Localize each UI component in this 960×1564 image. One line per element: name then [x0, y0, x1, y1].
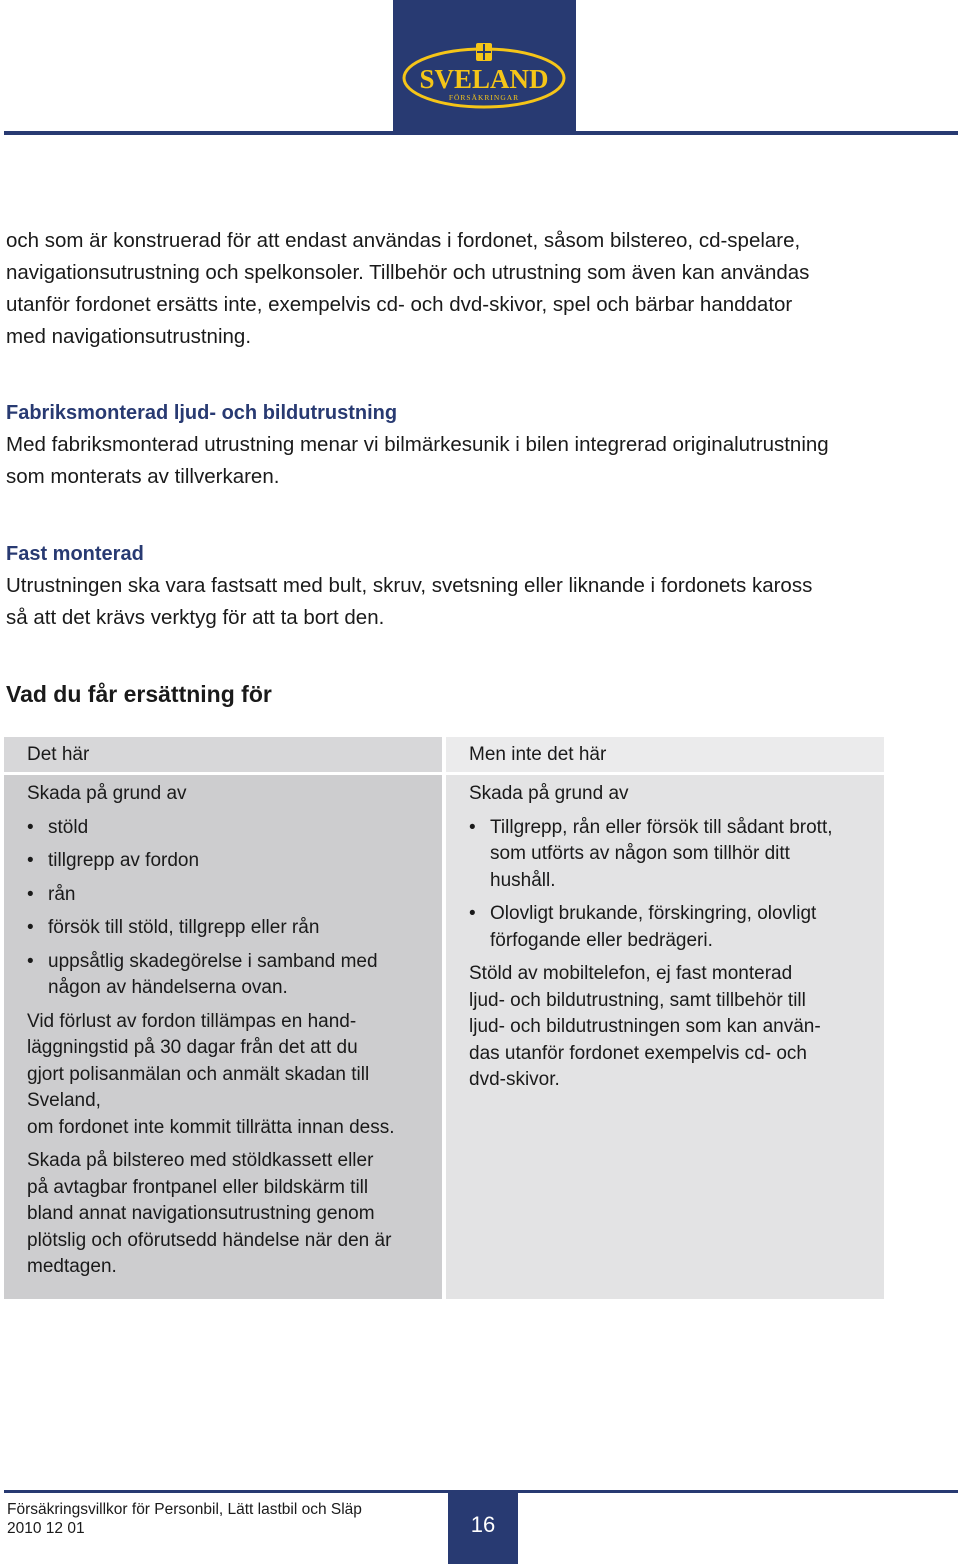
intro-line: med navigationsutrustning. — [6, 325, 252, 348]
paragraph-line: gjort polisanmälan och anmält skadan till — [27, 1063, 370, 1085]
list-item: • försök till stöld, tillgrepp eller rån — [27, 915, 432, 942]
compensation-heading: Vad du får ersättning för — [6, 681, 272, 707]
covered-list — [27, 815, 432, 1002]
not-covered-column — [446, 737, 884, 1299]
footer-date: 2010 12 01 — [7, 1520, 85, 1537]
paragraph-line: Sveland, — [27, 1090, 101, 1111]
factory-paragraph — [6, 429, 956, 493]
paragraph-line: Skada på bilstereo med stöldkassett eller — [27, 1150, 374, 1171]
page-number-box — [448, 1493, 518, 1564]
paragraph-line: läggningstid på 30 dagar från det att du — [27, 1037, 358, 1058]
covered-column — [4, 737, 442, 1299]
list-item: • Olovligt brukande, förskingring, olovligt förfogande eller bedrägeri. — [469, 901, 870, 954]
paragraph-line: das utanför fordonet exempelvis cd- och — [469, 1042, 807, 1064]
not-covered-intro: Skada på grund av — [469, 783, 629, 804]
paragraph-line: bland annat navigationsutrustning genom — [27, 1203, 375, 1224]
paragraph-line: medtagen. — [27, 1256, 117, 1277]
fixed-heading: Fast monterad — [6, 543, 144, 565]
paragraph-line: om fordonet inte kommit tillrätta innan dess. — [27, 1116, 395, 1138]
factory-line: som monterats av tillverkaren. — [6, 465, 280, 488]
covered-intro: Skada på grund av — [27, 783, 187, 804]
intro-line: utanför fordonet ersätts inte, exempelvis cd- och dvd-skivor, spel och bärbar handdator — [6, 293, 793, 316]
not-covered-list — [469, 815, 874, 955]
paragraph-line: ljud- och bildutrustning, samt tillbehör till — [469, 989, 806, 1011]
car-stereo-paragraph — [27, 1148, 432, 1281]
intro-line: navigationsutrustning och spelkonsoler. Tillbehör och utrustning som även kan användas — [6, 261, 810, 284]
list-item: • stöld — [27, 815, 432, 842]
factory-line: Med fabriksmonterad utrustning menar vi bilmärkesunik i bilen integrerad originalutrustning — [6, 433, 829, 456]
intro-line: och som är konstruerad för att endast användas i fordonet, såsom bilstereo, cd-spelare, — [6, 229, 801, 252]
paragraph-line: plötslig och oförutsedd händelse när den är — [27, 1229, 392, 1251]
logo-subtext: FÖRSÄKRINGAR — [448, 93, 520, 102]
paragraph-line: på avtagbar frontpanel eller bildskärm till — [27, 1176, 369, 1198]
list-item: • uppsåtlig skadegörelse i samband med någon av händelserna ovan. — [27, 949, 428, 1002]
list-item: • rån — [27, 882, 432, 909]
footer-title: Försäkringsvillkor för Personbil, Lätt lastbil och Släp — [7, 1501, 362, 1518]
logo — [393, 0, 576, 135]
factory-heading: Fabriksmonterad ljud- och bildutrustning — [6, 402, 398, 424]
paragraph-line: ljud- och bildutrustningen som kan använ- — [469, 1016, 821, 1037]
fixed-line: Utrustningen ska vara fastsatt med bult, skruv, svetsning eller liknande i fordonets kaross — [6, 574, 813, 597]
fixed-paragraph — [6, 570, 956, 634]
loss-of-vehicle-paragraph — [27, 1009, 432, 1142]
sveland-logo-emblem — [402, 40, 567, 110]
mobile-phone-paragraph — [469, 961, 874, 1094]
list-item: • Tillgrepp, rån eller försök till sådant brott, som utförts av någon som tillhör ditt hushåll. — [469, 815, 860, 895]
paragraph-line: dvd-skivor. — [469, 1069, 560, 1090]
covered-column-header: Det här — [4, 737, 442, 775]
paragraph-line: Stöld av mobiltelefon, ej fast monterad — [469, 963, 793, 984]
page-number: 16 — [470, 1512, 496, 1537]
not-covered-column-header: Men inte det här — [446, 737, 884, 775]
fixed-line: så att det krävs verktyg för att ta bort den. — [6, 606, 385, 629]
list-item: • tillgrepp av fordon — [27, 848, 432, 875]
logo-text: SVELAND — [419, 64, 549, 94]
intro-paragraph — [6, 225, 956, 353]
paragraph-line: Vid förlust av fordon tillämpas en hand- — [27, 1010, 357, 1032]
